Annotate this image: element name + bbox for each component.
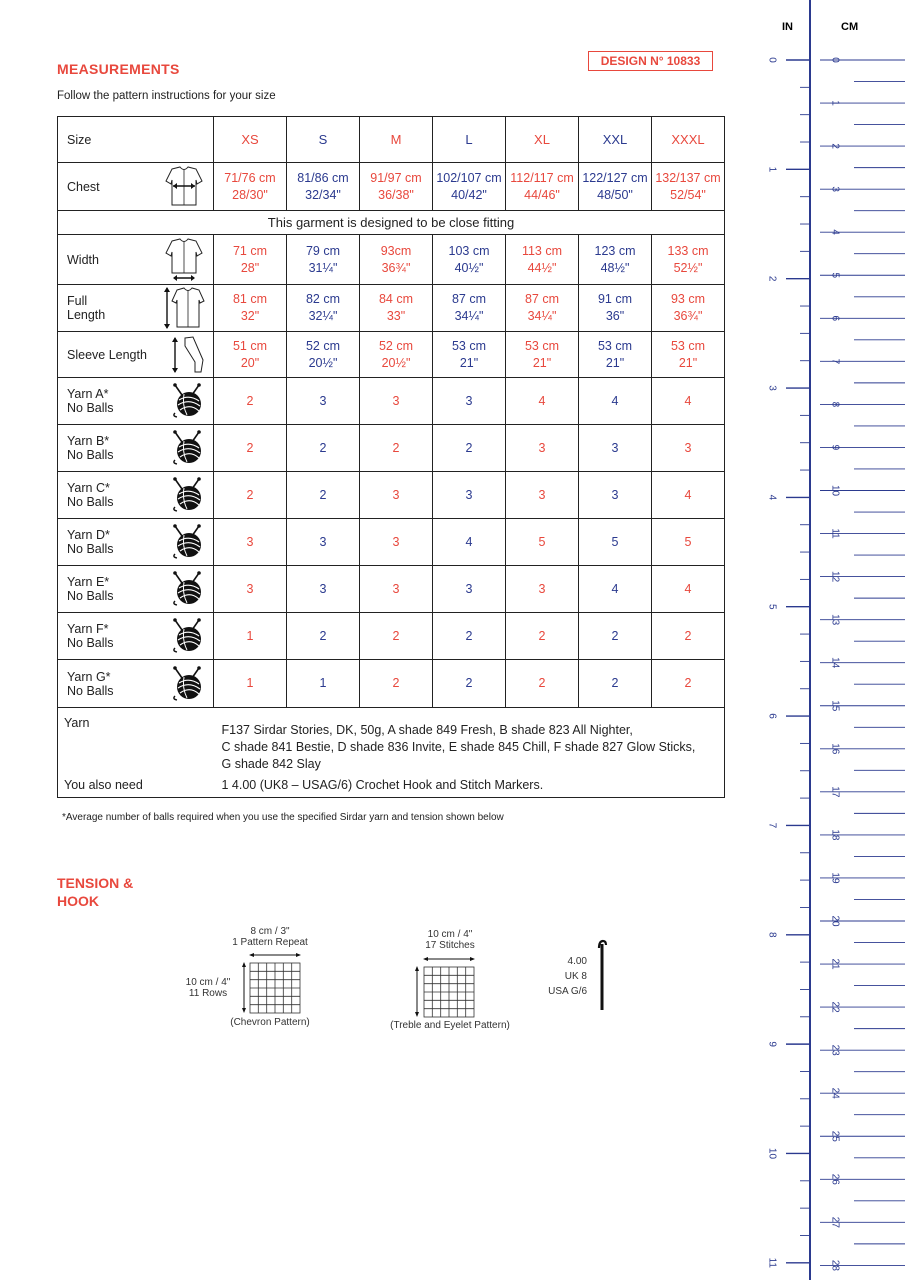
sleeve-cm-s: 52 cm bbox=[305, 338, 341, 353]
yarn-e-xs: 3 bbox=[214, 566, 287, 613]
inch-label: 2 bbox=[766, 275, 778, 282]
yarn-d-xs: 3 bbox=[214, 519, 287, 566]
swatch2-width-sub: 17 Stitches bbox=[425, 940, 475, 951]
yarn-b-s: 2 bbox=[287, 425, 360, 472]
page-title: MEASUREMENTS bbox=[57, 61, 180, 77]
swatch1-height-label: 10 cm / 4" bbox=[185, 977, 231, 988]
crochet-hook-icon bbox=[596, 938, 608, 1012]
size-xl: XL bbox=[506, 117, 579, 163]
sleeve-in-xxl: 21" bbox=[605, 355, 625, 370]
yarn-ball-icon bbox=[169, 524, 205, 560]
swatch1-width-sub: 1 Pattern Repeat bbox=[232, 937, 308, 948]
yarn-a-l: 3 bbox=[433, 378, 506, 425]
length-label-2: Length bbox=[67, 308, 106, 322]
yarn-line-1: F137 Sirdar Stories, DK, 50g, A shade 849 Fresh, B shade 823 All Nighter, bbox=[221, 723, 633, 737]
sleeve-in-l: 21" bbox=[459, 355, 479, 370]
hook-usa: USA G/6 bbox=[548, 986, 587, 997]
yarn-f-row bbox=[58, 613, 725, 660]
yarn-a-sub: No Balls bbox=[67, 401, 114, 415]
yarn-c-l: 3 bbox=[433, 472, 506, 519]
yarn-line-3: G shade 842 Slay bbox=[221, 757, 321, 771]
yarn-b-label: Yarn B* bbox=[67, 434, 110, 448]
cm-label: 26 bbox=[829, 1173, 841, 1185]
yarn-d-xl: 5 bbox=[506, 519, 579, 566]
chest-cm-xl: 112/117 cm bbox=[510, 170, 574, 185]
yarn-f-xxl: 2 bbox=[579, 613, 652, 660]
cm-label: 25 bbox=[829, 1130, 841, 1142]
yarn-d-m: 3 bbox=[360, 519, 433, 566]
yarn-e-label: Yarn E* bbox=[67, 575, 110, 589]
sleeve-cm-xxxl: 53 cm bbox=[670, 338, 706, 353]
length-in-xl: 34¼" bbox=[527, 309, 557, 323]
treble-eyelet-swatch-grid bbox=[410, 953, 480, 1019]
width-cm-m: 93cm bbox=[380, 243, 412, 258]
yarn-d-sub: No Balls bbox=[67, 542, 114, 556]
chest-label: Chest bbox=[67, 179, 100, 194]
inch-label: 0 bbox=[766, 57, 778, 63]
width-cm-xxxl: 133 cm bbox=[667, 243, 709, 258]
ruler-in-label: IN bbox=[782, 21, 793, 33]
chest-in-l: 40/42" bbox=[451, 187, 487, 202]
sleeve-in-xl: 21" bbox=[532, 355, 552, 370]
length-garment-icon bbox=[163, 285, 205, 331]
width-row bbox=[58, 235, 725, 285]
cm-label: 10 bbox=[829, 484, 841, 497]
yarn-ball-icon bbox=[169, 571, 205, 607]
size-row bbox=[58, 117, 725, 163]
sleeve-cm-xl: 53 cm bbox=[524, 338, 560, 353]
yarn-a-row bbox=[58, 378, 725, 425]
yarn-g-row bbox=[58, 660, 725, 708]
chest-garment-icon bbox=[163, 165, 205, 209]
chest-in-s: 32/34" bbox=[305, 187, 341, 202]
length-cm-s: 82 cm bbox=[305, 292, 341, 306]
width-cm-s: 79 cm bbox=[305, 243, 341, 258]
size-xs: XS bbox=[214, 117, 287, 163]
chest-cm-xs: 71/76 cm bbox=[224, 170, 276, 185]
width-cm-xs: 71 cm bbox=[232, 243, 268, 258]
tension-title-line-2: HOOK bbox=[57, 893, 99, 909]
length-cm-xxxl: 93 cm bbox=[670, 292, 706, 306]
inch-label: 9 bbox=[766, 1041, 778, 1047]
swatch1-width-label: 8 cm / 3" bbox=[250, 926, 290, 937]
length-row bbox=[58, 285, 725, 332]
width-in-m: 36¾" bbox=[381, 260, 411, 275]
sleeve-cm-m: 52 cm bbox=[378, 338, 414, 353]
cm-label: 6 bbox=[829, 315, 841, 322]
size-m: M bbox=[360, 117, 433, 163]
chest-cm-xxl: 122/127 cm bbox=[582, 170, 648, 185]
size-label: Size bbox=[58, 117, 214, 163]
yarn-g-xs: 1 bbox=[214, 660, 287, 708]
yarn-g-xxl: 2 bbox=[579, 660, 652, 708]
cm-label: 15 bbox=[829, 700, 841, 712]
measurements-table bbox=[57, 116, 725, 798]
sleeve-cm-l: 53 cm bbox=[451, 338, 487, 353]
chest-cm-m: 91/97 cm bbox=[370, 170, 422, 185]
inch-label: 11 bbox=[766, 1257, 778, 1269]
cm-label: 2 bbox=[829, 143, 841, 149]
cm-label: 7 bbox=[829, 358, 841, 365]
size-xxxl: XXXL bbox=[652, 117, 725, 163]
yarn-g-l: 2 bbox=[433, 660, 506, 708]
inch-label: 10 bbox=[766, 1147, 778, 1160]
yarn-f-sub: No Balls bbox=[67, 636, 114, 650]
width-in-xxl: 48½" bbox=[600, 260, 630, 275]
length-in-xxxl: 36¾" bbox=[673, 309, 703, 323]
chest-cm-xxxl: 132/137 cm bbox=[655, 170, 721, 185]
length-cm-m: 84 cm bbox=[378, 292, 414, 306]
cm-label: 1 bbox=[829, 100, 841, 106]
chest-in-m: 36/38" bbox=[378, 187, 414, 202]
length-in-xs: 32" bbox=[240, 309, 260, 323]
chest-in-xxl: 48/50" bbox=[597, 187, 633, 202]
chest-in-xl: 44/46" bbox=[524, 187, 560, 202]
sleeve-label: Sleeve Length bbox=[67, 347, 147, 362]
measuring-ruler bbox=[750, 0, 905, 1280]
yarn-d-xxl: 5 bbox=[579, 519, 652, 566]
chest-in-xs: 28/30" bbox=[232, 187, 268, 202]
sleeve-cm-xxl: 53 cm bbox=[597, 338, 633, 353]
yarn-c-s: 2 bbox=[287, 472, 360, 519]
inch-label: 7 bbox=[766, 822, 778, 829]
width-in-s: 31¼" bbox=[308, 260, 338, 275]
chevron-swatch-grid bbox=[238, 950, 308, 1016]
cm-label: 17 bbox=[829, 786, 841, 798]
yarn-e-s: 3 bbox=[287, 566, 360, 613]
width-cm-xxl: 123 cm bbox=[594, 243, 636, 258]
yarn-c-xxxl: 4 bbox=[652, 472, 725, 519]
cm-label: 3 bbox=[829, 186, 841, 192]
also-need-label: You also need bbox=[58, 774, 214, 798]
ruler-cm-label: CM bbox=[841, 21, 859, 33]
length-cm-xs: 81 cm bbox=[232, 292, 268, 306]
yarn-f-s: 2 bbox=[287, 613, 360, 660]
yarn-f-xl: 2 bbox=[506, 613, 579, 660]
yarn-a-xl: 4 bbox=[506, 378, 579, 425]
length-in-m: 33" bbox=[386, 309, 406, 323]
cm-label: 4 bbox=[829, 229, 841, 235]
cm-label: 21 bbox=[829, 958, 841, 970]
yarn-f-label: Yarn F* bbox=[67, 622, 109, 636]
yarn-c-label: Yarn C* bbox=[67, 481, 110, 495]
yarn-g-label: Yarn G* bbox=[67, 669, 111, 684]
inch-label: 4 bbox=[766, 494, 778, 501]
cm-label: 24 bbox=[829, 1087, 841, 1099]
inch-label: 1 bbox=[766, 166, 778, 173]
fit-note: This garment is designed to be close fitting bbox=[58, 211, 725, 235]
sleeve-in-s: 20½" bbox=[308, 355, 338, 370]
yarn-ball-icon bbox=[169, 666, 205, 702]
yarn-d-row bbox=[58, 519, 725, 566]
swatch2-width-label: 10 cm / 4" bbox=[427, 929, 473, 940]
yarn-c-m: 3 bbox=[360, 472, 433, 519]
size-l: L bbox=[433, 117, 506, 163]
chest-cm-l: 102/107 cm bbox=[436, 170, 502, 185]
width-label: Width bbox=[67, 252, 99, 267]
yarn-e-sub: No Balls bbox=[67, 589, 114, 603]
yarn-a-xxl: 4 bbox=[579, 378, 652, 425]
chest-row bbox=[58, 163, 725, 211]
yarn-c-xxl: 3 bbox=[579, 472, 652, 519]
cm-label: 19 bbox=[829, 872, 841, 884]
sleeve-in-xxxl: 21" bbox=[678, 355, 698, 370]
inch-label: 8 bbox=[766, 931, 778, 938]
yarn-d-xxxl: 5 bbox=[652, 519, 725, 566]
length-in-l: 34¼" bbox=[454, 309, 484, 323]
yarn-e-m: 3 bbox=[360, 566, 433, 613]
yarn-g-xl: 2 bbox=[506, 660, 579, 708]
cm-label: 11 bbox=[829, 528, 841, 539]
chest-cm-s: 81/86 cm bbox=[297, 170, 349, 185]
length-cm-xl: 87 cm bbox=[524, 292, 560, 306]
swatch1-caption: (Chevron Pattern) bbox=[230, 1017, 310, 1028]
yarn-e-xxl: 4 bbox=[579, 566, 652, 613]
tension-title-line-1: TENSION & bbox=[57, 875, 134, 891]
fit-note-row bbox=[58, 211, 725, 235]
hook-uk: UK 8 bbox=[564, 971, 587, 982]
yarn-c-row bbox=[58, 472, 725, 519]
length-in-xxl: 36" bbox=[605, 309, 625, 323]
sleeve-cm-xs: 51 cm bbox=[232, 338, 268, 353]
yarn-a-xxxl: 4 bbox=[652, 378, 725, 425]
cm-label: 20 bbox=[829, 915, 841, 927]
yarn-c-sub: No Balls bbox=[67, 495, 114, 509]
cm-label: 28 bbox=[829, 1259, 841, 1271]
sleeve-in-m: 20½" bbox=[381, 355, 411, 370]
yarn-g-s: 1 bbox=[287, 660, 360, 708]
yarn-ball-icon bbox=[169, 618, 205, 654]
width-cm-l: 103 cm bbox=[448, 243, 490, 258]
width-in-xs: 28" bbox=[240, 260, 260, 275]
cm-label: 27 bbox=[829, 1216, 841, 1228]
length-in-s: 32¼" bbox=[308, 309, 338, 323]
swatch1-height-sub: 11 Rows bbox=[188, 988, 228, 999]
yarn-a-label: Yarn A* bbox=[67, 387, 109, 401]
width-in-l: 40½" bbox=[454, 260, 484, 275]
swatch2-caption: (Treble and Eyelet Pattern) bbox=[390, 1020, 510, 1031]
cm-label: 23 bbox=[829, 1044, 841, 1056]
also-need-text: 1 4.00 (UK8 – USAG/6) Crochet Hook and Stitch Markers. bbox=[214, 774, 725, 798]
yarn-ball-icon bbox=[169, 477, 205, 513]
sleeve-garment-icon bbox=[171, 334, 205, 376]
yarn-b-row bbox=[58, 425, 725, 472]
yarn-g-sub: No Balls bbox=[67, 683, 114, 698]
intro-text: Follow the pattern instructions for your size bbox=[57, 90, 276, 102]
sleeve-in-xs: 20" bbox=[240, 355, 260, 370]
yarn-f-xxxl: 2 bbox=[652, 613, 725, 660]
cm-label: 0 bbox=[829, 57, 841, 63]
length-cm-l: 87 cm bbox=[451, 292, 487, 306]
yarn-info-row bbox=[58, 708, 725, 774]
cm-label: 13 bbox=[829, 614, 841, 626]
tension-title bbox=[57, 874, 133, 910]
yarn-ball-icon bbox=[169, 383, 205, 419]
size-xxl: XXL bbox=[579, 117, 652, 163]
design-number: DESIGN N° 10833 bbox=[588, 51, 713, 71]
yarn-b-sub: No Balls bbox=[67, 448, 114, 462]
length-cm-xxl: 91 cm bbox=[597, 292, 633, 306]
yarn-g-xxxl: 2 bbox=[652, 660, 725, 708]
cm-label: 8 bbox=[829, 401, 841, 408]
cm-label: 5 bbox=[829, 272, 841, 279]
ruler-ticks bbox=[767, 57, 905, 1271]
yarn-ball-icon bbox=[169, 430, 205, 466]
yarn-b-xxxl: 3 bbox=[652, 425, 725, 472]
yarn-c-xl: 3 bbox=[506, 472, 579, 519]
yarn-b-l: 2 bbox=[433, 425, 506, 472]
inch-label: 5 bbox=[766, 603, 778, 610]
cm-label: 14 bbox=[829, 657, 841, 669]
cm-label: 9 bbox=[829, 444, 841, 451]
cm-label: 18 bbox=[829, 829, 841, 841]
yarn-a-xs: 2 bbox=[214, 378, 287, 425]
chest-in-xxxl: 52/54" bbox=[670, 187, 706, 202]
yarn-c-xs: 2 bbox=[214, 472, 287, 519]
yarn-d-l: 4 bbox=[433, 519, 506, 566]
cm-label: 12 bbox=[829, 571, 841, 583]
yarn-info-label: Yarn bbox=[58, 708, 214, 774]
yarn-a-s: 3 bbox=[287, 378, 360, 425]
size-s: S bbox=[287, 117, 360, 163]
yarn-d-label: Yarn D* bbox=[67, 528, 110, 542]
yarn-line-2: C shade 841 Bestie, D shade 836 Invite, E shade 845 Chill, F shade 827 Glow Sticks, bbox=[221, 740, 696, 754]
width-in-xxxl: 52½" bbox=[673, 260, 703, 275]
yarn-g-m: 2 bbox=[360, 660, 433, 708]
yarn-f-xs: 1 bbox=[214, 613, 287, 660]
hook-size: 4.00 bbox=[567, 956, 587, 967]
length-label-1: Full bbox=[67, 294, 88, 308]
yarn-b-xxl: 3 bbox=[579, 425, 652, 472]
yarn-f-l: 2 bbox=[433, 613, 506, 660]
yarn-d-s: 3 bbox=[287, 519, 360, 566]
yarn-f-m: 2 bbox=[360, 613, 433, 660]
yarn-e-xxxl: 4 bbox=[652, 566, 725, 613]
width-garment-icon bbox=[163, 237, 205, 283]
yarn-b-xs: 2 bbox=[214, 425, 287, 472]
yarn-b-m: 2 bbox=[360, 425, 433, 472]
inch-label: 6 bbox=[766, 713, 778, 719]
sleeve-row bbox=[58, 332, 725, 378]
footnote: *Average number of balls required when you use the specified Sirdar yarn and tension shown below bbox=[62, 812, 504, 823]
yarn-e-xl: 3 bbox=[506, 566, 579, 613]
also-need-row bbox=[58, 774, 725, 798]
cm-label: 16 bbox=[829, 743, 841, 755]
yarn-e-row bbox=[58, 566, 725, 613]
width-in-xl: 44½" bbox=[527, 260, 557, 275]
inch-label: 3 bbox=[766, 385, 778, 391]
yarn-a-m: 3 bbox=[360, 378, 433, 425]
yarn-e-l: 3 bbox=[433, 566, 506, 613]
width-cm-xl: 113 cm bbox=[521, 243, 563, 258]
yarn-b-xl: 3 bbox=[506, 425, 579, 472]
cm-label: 22 bbox=[829, 1001, 841, 1013]
